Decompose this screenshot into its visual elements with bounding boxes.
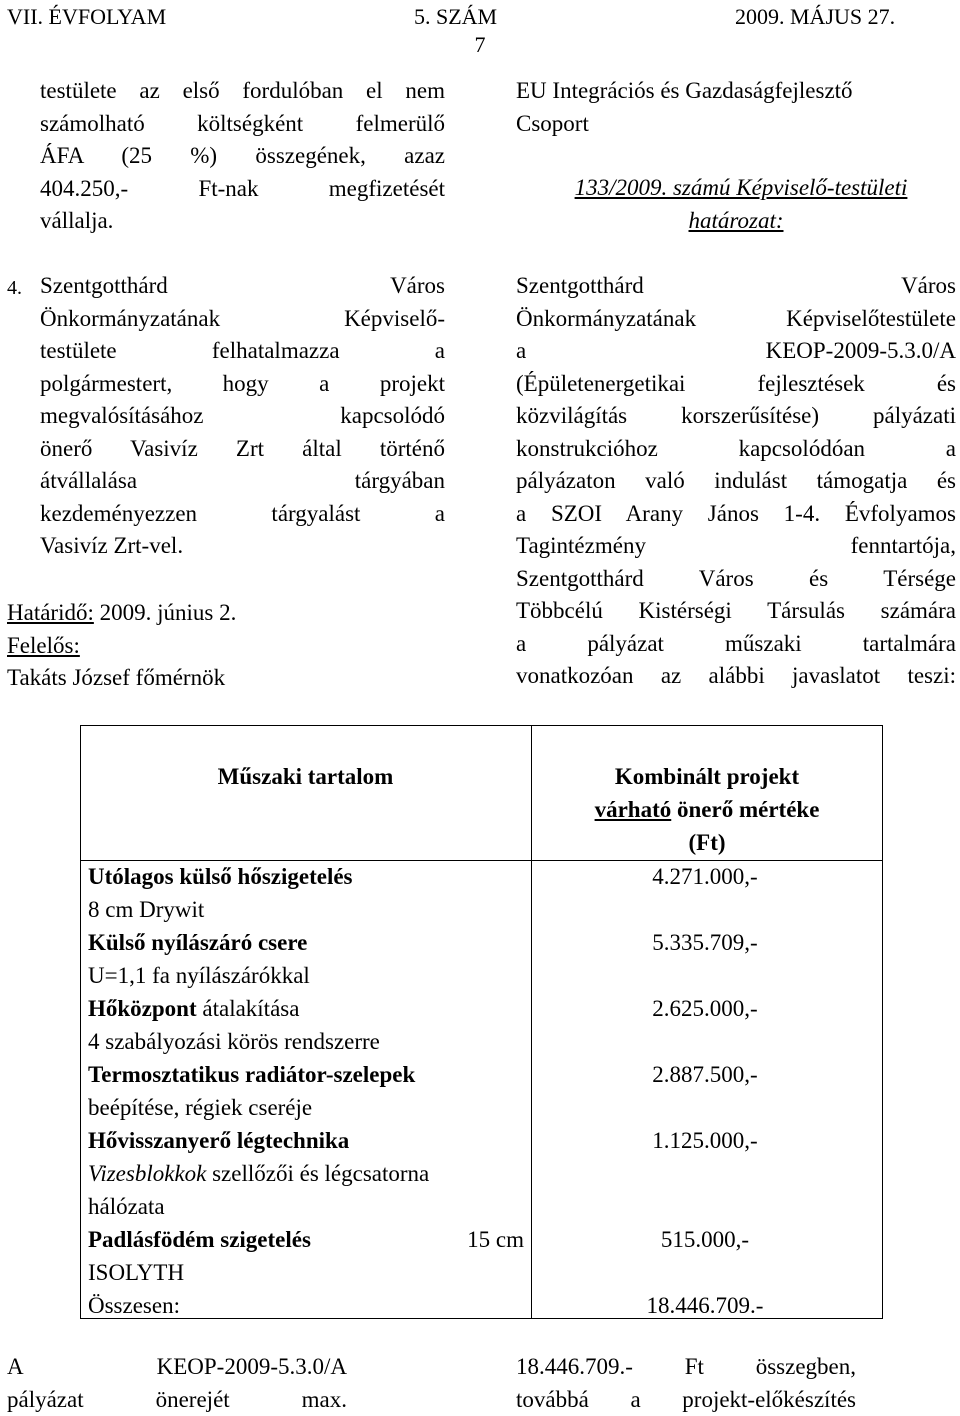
body-line: konstrukcióhoz kapcsolódóan a: [516, 433, 956, 466]
group-line: EU Integrációs és Gazdaságfejlesztő: [516, 75, 956, 108]
row-title-rest: átalakítása: [202, 996, 299, 1021]
row-detail: ISOLYTH: [88, 1256, 524, 1289]
row-detail: 8 cm Drywit: [88, 893, 524, 926]
row-title: Külső nyílászáró csere: [88, 926, 524, 959]
row-detail-rest: szellőzői és légcsatorna: [212, 1161, 429, 1186]
page-number: 7: [0, 32, 960, 58]
deadline-block: [7, 597, 427, 695]
col-header-cost-unit: (Ft): [531, 826, 883, 859]
body-line: pályázaton való indulást támogatja és: [516, 465, 956, 498]
table-row: [88, 860, 524, 926]
item4-line: önerő Vasivíz Zrt által történő: [40, 433, 445, 466]
row-title: Termosztatikus radiátor-szelepek: [88, 1058, 524, 1091]
item-number: 4.: [7, 272, 42, 305]
intro-line: [40, 173, 445, 206]
row-detail: beépítése, régiek cseréje: [88, 1091, 524, 1124]
body-line: Szentgotthárd Város: [516, 270, 956, 303]
body-line: vonatkozóan az alábbi javaslatot teszi:: [516, 660, 956, 693]
body-line: Tagintézmény fenntartója,: [516, 530, 956, 563]
resolution-title: [516, 172, 956, 237]
footer-left-line: pályázat önerejét max.: [7, 1384, 347, 1416]
col-header-cost-line: [531, 793, 883, 826]
item4-line: átvállalása tárgyában: [40, 465, 445, 498]
item4-line: kezdeményezzen tárgyalást a: [40, 498, 445, 531]
body-line: a pályázat műszaki tartalmára: [516, 628, 956, 661]
body-line: a SZOI Arany János 1-4. Évfolyamos: [516, 498, 956, 531]
journal-date: 2009. MÁJUS 27.: [735, 4, 895, 30]
body-line: (Épületenergetikai fejlesztések és: [516, 368, 956, 401]
table-row: [88, 992, 524, 1058]
footer-left: [7, 1351, 347, 1416]
col-header-technical: Műszaki tartalom: [80, 760, 531, 793]
item4-line: testülete felhatalmazza a: [40, 335, 445, 368]
deadline-value: 2009. június 2.: [100, 600, 237, 625]
intro-line: ÁFA (25 %) összegének, azaz: [40, 140, 445, 173]
row-value: 1.125.000,-: [540, 1124, 870, 1157]
total-label: Összesen:: [88, 1289, 524, 1322]
item4-line: Szentgotthárd Város: [40, 270, 445, 303]
resolution-body: [516, 270, 956, 693]
row-title-rest: 15 cm: [467, 1223, 524, 1256]
intro-line: testülete az első fordulóban el nem: [40, 75, 445, 108]
table-row: [88, 1124, 524, 1223]
intro-amount: 404.250,- Ft-nak megfizetését: [40, 176, 445, 201]
deadline-label: Határidő:: [7, 600, 94, 625]
item4-text: [40, 270, 445, 563]
total-value: 18.446.709.-: [540, 1289, 870, 1322]
item4-line: polgármestert, hogy a projekt: [40, 368, 445, 401]
row-title-line: [88, 1223, 524, 1256]
journal-volume: VII. ÉVFOLYAM: [7, 4, 166, 30]
footer-right-line: 18.446.709.- Ft összegben,: [516, 1351, 856, 1384]
body-line: Önkormányzatának Képviselőtestülete: [516, 303, 956, 336]
row-title: Utólagos külső hőszigetelés: [88, 860, 524, 893]
item4-line: megvalósításához kapcsolódó: [40, 400, 445, 433]
responsible-value: Takáts József főmérnök: [7, 662, 427, 695]
row-detail: hálózata: [88, 1190, 524, 1223]
item4-line: Önkormányzatának Képviselő-: [40, 303, 445, 336]
group-name: [516, 75, 956, 140]
table-row: [88, 926, 524, 992]
responsible-label-line: [7, 630, 427, 663]
resolution-line: [516, 205, 956, 238]
body-line: Szentgotthárd Város és Térsége: [516, 563, 956, 596]
intro-line: vállalja.: [40, 205, 445, 238]
col-header-cost: [531, 760, 883, 859]
row-value: 515.000,-: [540, 1223, 870, 1256]
body-line: közvilágítás korszerűsítése) pályázati: [516, 400, 956, 433]
row-title: Hővisszanyerő légtechnika: [88, 1124, 524, 1157]
row-value: 4.271.000,-: [540, 860, 870, 893]
body-line: Többcélú Kistérségi Társulás számára: [516, 595, 956, 628]
row-value: 2.887.500,-: [540, 1058, 870, 1091]
left-intro: [40, 75, 445, 238]
row-value: 2.625.000,-: [540, 992, 870, 1025]
row-detail-italic: Vizesblokkok: [88, 1161, 206, 1186]
row-detail: [88, 1157, 524, 1190]
table-row: [88, 1058, 524, 1124]
journal-issue: 5. SZÁM: [414, 4, 497, 30]
col-header-cost-line: Kombinált projekt: [531, 760, 883, 793]
resolution-line: [516, 172, 956, 205]
col-header-cost-measure: önerő mértéke: [677, 797, 819, 822]
footer-right: [516, 1351, 856, 1416]
body-line: a KEOP-2009-5.3.0/A: [516, 335, 956, 368]
item4-line: Vasivíz Zrt-vel.: [40, 530, 445, 563]
deadline: [7, 597, 427, 630]
footer-left-line: A KEOP-2009-5.3.0/A: [7, 1351, 347, 1384]
resolution-label: határozat:: [689, 208, 784, 233]
row-title-line: [88, 992, 524, 1025]
row-value: 5.335.709,-: [540, 926, 870, 959]
group-line: Csoport: [516, 108, 956, 141]
intro-line: számolható költségként felmerülő: [40, 108, 445, 141]
footer-right-line: továbbá a projekt-előkészítés: [516, 1384, 856, 1416]
col-header-cost-expected: várható: [595, 797, 672, 822]
row-detail: U=1,1 fa nyílászárókkal: [88, 959, 524, 992]
row-title: Padlásfödém szigetelés: [88, 1223, 311, 1256]
resolution-number: 133/2009. számú Képviselő-testületi: [575, 175, 908, 200]
row-detail: 4 szabályozási körös rendszerre: [88, 1025, 524, 1058]
row-title: Hőközpont: [88, 996, 197, 1021]
responsible-label: Felelős:: [7, 633, 80, 658]
table-row: [88, 1223, 524, 1289]
